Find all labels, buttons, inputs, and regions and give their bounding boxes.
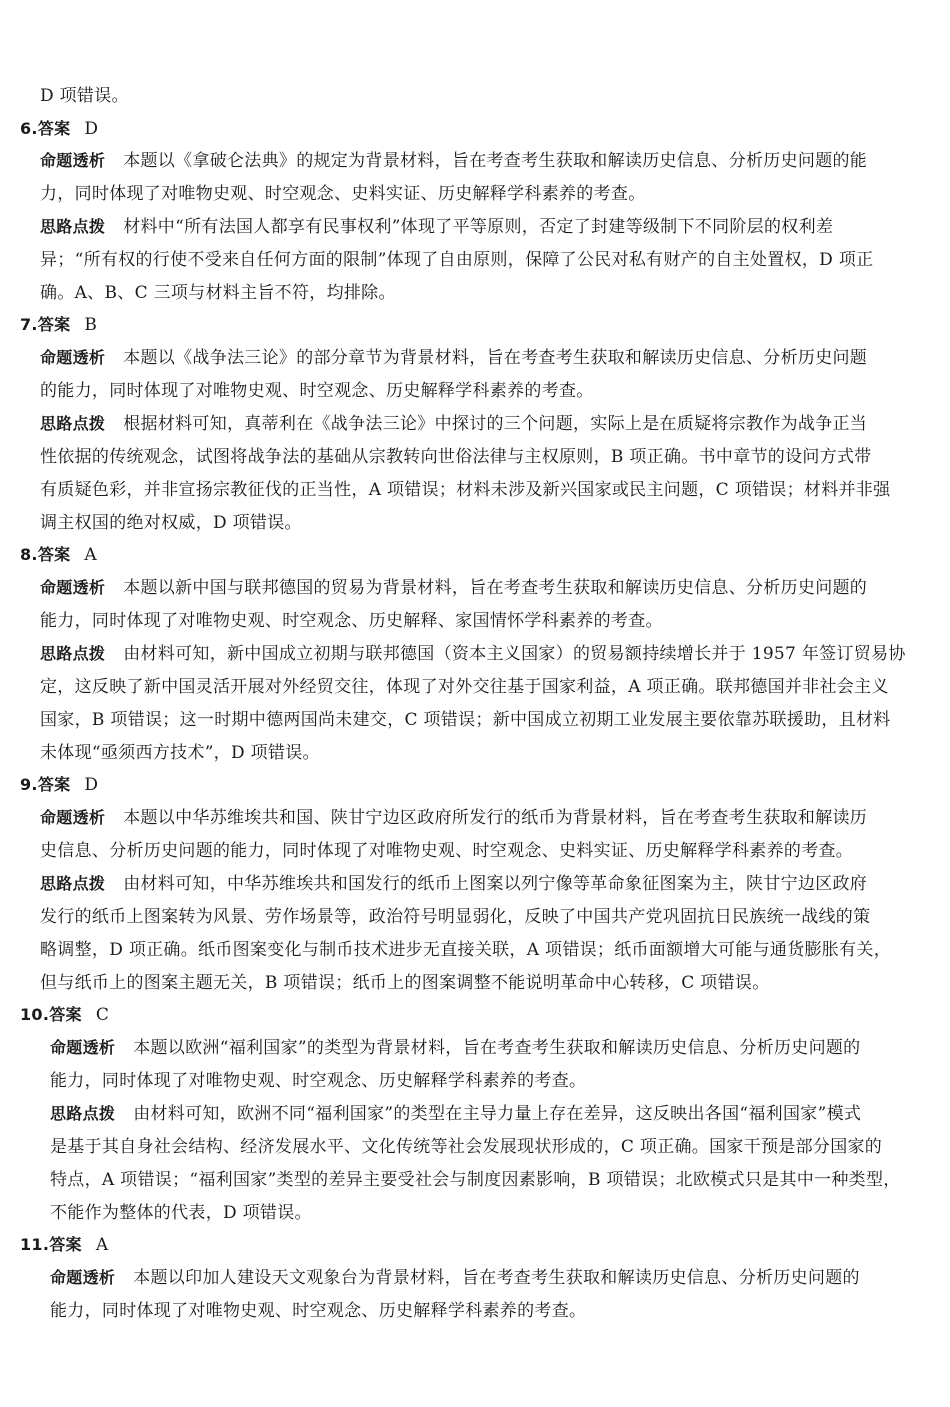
q9-hint-text-1: 由材料可知，中华苏维埃共和国发行的纸币上图案以列宁像等革命象征图案为主，陕甘宁边区政府 xyxy=(123,874,868,894)
q9-number: 9. xyxy=(20,775,38,794)
q11-number: 11. xyxy=(20,1235,50,1254)
q8-hint-line-4: 未体现“亟须西方技术”，D 项错误。 xyxy=(40,743,320,763)
q8-hint-label: 思路点拨 xyxy=(40,644,106,663)
q6-number: 6. xyxy=(20,119,38,138)
q11-analysis-text-1: 本题以印加人建设天文观象台为背景材料，旨在考查考生获取和解读历史信息、分析历史问题的 xyxy=(133,1268,860,1288)
intro-tail: D 项错误。 xyxy=(40,86,129,106)
q10-answer-label: 答案 xyxy=(49,1005,82,1024)
q7-hint-line-3: 有质疑色彩，并非宣扬宗教征伐的正当性，A 项错误；材料未涉及新兴国家或民主问题，C 项错误；材料并非强 xyxy=(40,480,891,500)
q10-answer-value: C xyxy=(95,1005,110,1025)
q6-answer-line xyxy=(20,118,98,140)
q8-analysis-line-2: 能力，同时体现了对唯物史观、时空观念、历史解释、家国情怀学科素养的考查。 xyxy=(40,611,663,631)
q11-analysis-label: 命题透析 xyxy=(50,1268,116,1287)
q6-hint-text-1: 材料中“所有法国人都享有民事权利”体现了平等原则，否定了封建等级制下不同阶层的权利差 xyxy=(123,217,834,237)
q7-hint-text-1: 根据材料可知，真蒂利在《战争法三论》中探讨的三个问题，实际上是在质疑将宗教作为战争正当 xyxy=(123,414,868,434)
q8-answer-line xyxy=(20,544,97,566)
q6-analysis-label: 命题透析 xyxy=(40,151,106,170)
q11-analysis-line-2: 能力，同时体现了对唯物史观、时空观念、历史解释学科素养的考查。 xyxy=(50,1301,587,1321)
q8-hint-line-1 xyxy=(40,643,906,665)
q7-analysis-line-2: 的能力，同时体现了对唯物史观、时空观念、历史解释学科素养的考查。 xyxy=(40,381,594,401)
q8-analysis-text-1: 本题以新中国与联邦德国的贸易为背景材料，旨在考查考生获取和解读历史信息、分析历史问题的 xyxy=(123,578,868,598)
q6-answer-label: 答案 xyxy=(37,119,71,138)
q9-answer-label: 答案 xyxy=(37,775,71,794)
q11-analysis-line-1 xyxy=(50,1267,860,1289)
q8-answer-value: A xyxy=(84,545,97,565)
q7-answer-label: 答案 xyxy=(37,315,71,334)
q8-number: 8. xyxy=(20,545,38,564)
q7-answer-value: B xyxy=(84,315,98,335)
q6-analysis-line-2: 力，同时体现了对唯物史观、时空观念、史料实证、历史解释学科素养的考查。 xyxy=(40,184,646,204)
q9-answer-line xyxy=(20,774,98,796)
q9-analysis-line-1 xyxy=(40,807,867,829)
q6-hint-line-2: 异；“所有权的行使不受来自任何方面的限制”体现了自由原则，保障了公民对私有财产的自主处置权，D 项正 xyxy=(40,250,874,270)
q8-analysis-label: 命题透析 xyxy=(40,578,106,597)
q7-hint-label: 思路点拨 xyxy=(40,414,106,433)
q9-answer-value: D xyxy=(84,775,99,795)
q9-hint-line-4: 但与纸币上的图案主题无关，B 项错误；纸币上的图案调整不能说明革命中心转移，C 项错误。 xyxy=(40,973,770,993)
q10-hint-line-3: 特点，A 项错误；“福利国家”类型的差异主要受社会与制度因素影响，B 项错误；北欧模式只是其中一种类型， xyxy=(50,1170,901,1190)
q10-number: 10. xyxy=(20,1005,50,1024)
q10-analysis-line-1 xyxy=(50,1037,860,1059)
q6-hint-label: 思路点拨 xyxy=(40,217,106,236)
q7-analysis-label: 命题透析 xyxy=(40,348,106,367)
q6-hint-line-1 xyxy=(40,216,833,238)
q10-hint-line-4: 不能作为整体的代表，D 项错误。 xyxy=(50,1203,312,1223)
q6-analysis-text-1: 本题以《拿破仑法典》的规定为背景材料，旨在考查考生获取和解读历史信息、分析历史问题的能 xyxy=(123,151,868,171)
q10-analysis-text-1: 本题以欧洲“福利国家”的类型为背景材料，旨在考查考生获取和解读历史信息、分析历史问题的 xyxy=(133,1038,861,1058)
q10-hint-text-1: 由材料可知，欧洲不同“福利国家”的类型在主导力量上存在差异，这反映出各国“福利国家”模式 xyxy=(133,1104,862,1124)
q10-answer-line xyxy=(20,1004,109,1026)
q9-hint-label: 思路点拨 xyxy=(40,874,106,893)
q8-answer-label: 答案 xyxy=(37,545,71,564)
q9-hint-line-2: 发行的纸币上图案转为风景、劳作场景等，政治符号明显弱化，反映了中国共产党巩固抗日民族统一战线的策 xyxy=(40,907,871,927)
q7-analysis-line-1 xyxy=(40,347,867,369)
q8-analysis-line-1 xyxy=(40,577,867,599)
q8-hint-text-1: 由材料可知，新中国成立初期与联邦德国（资本主义国家）的贸易额持续增长并于 1957 年签订贸易协 xyxy=(123,644,906,664)
q7-number: 7. xyxy=(20,315,38,334)
q10-hint-line-1 xyxy=(50,1103,861,1125)
q10-analysis-line-2: 能力，同时体现了对唯物史观、时空观念、历史解释学科素养的考查。 xyxy=(50,1071,587,1091)
q6-hint-line-3: 确。A、B、C 三项与材料主旨不符，均排除。 xyxy=(40,283,396,303)
q7-analysis-text-1: 本题以《战争法三论》的部分章节为背景材料，旨在考查考生获取和解读历史信息、分析历史问题 xyxy=(123,348,868,368)
q11-answer-label: 答案 xyxy=(49,1235,82,1254)
q9-hint-line-1 xyxy=(40,873,867,895)
q9-analysis-line-2: 史信息、分析历史问题的能力，同时体现了对唯物史观、时空观念、史料实证、历史解释学科素养的考查。 xyxy=(40,841,854,861)
q10-hint-line-2: 是基于其自身社会结构、经济发展水平、文化传统等社会发展现状形成的，C 项正确。国家干预是部分国家的 xyxy=(50,1137,883,1157)
q11-answer-value: A xyxy=(95,1235,109,1255)
q8-hint-line-2: 定，这反映了新中国灵活开展对外经贸交往，体现了对外交往基于国家利益，A 项正确。联邦德国并非社会主义 xyxy=(40,677,889,697)
q9-hint-line-3: 略调整，D 项正确。纸币图案变化与制币技术进步无直接关联，A 项错误；纸币面额增大可能与通货膨胀有关， xyxy=(40,940,892,960)
q7-hint-line-4: 调主权国的绝对权威，D 项错误。 xyxy=(40,513,302,533)
q9-analysis-text-1: 本题以中华苏维埃共和国、陕甘宁边区政府所发行的纸币为背景材料，旨在考查考生获取和解读历 xyxy=(123,808,868,828)
q10-analysis-label: 命题透析 xyxy=(50,1038,116,1057)
q9-analysis-label: 命题透析 xyxy=(40,808,106,827)
q6-answer-value: D xyxy=(84,119,99,139)
q8-hint-line-3: 国家，B 项错误；这一时期中德两国尚未建交，C 项错误；新中国成立初期工业发展主要依靠苏联援助，且材料 xyxy=(40,710,891,730)
q7-hint-line-1 xyxy=(40,413,867,435)
q7-hint-line-2: 性依据的传统观念，试图将战争法的基础从宗教转向世俗法律与主权原则，B 项正确。书中章节的设问方式带 xyxy=(40,447,872,467)
q10-hint-label: 思路点拨 xyxy=(50,1104,116,1123)
q7-answer-line xyxy=(20,314,97,336)
q11-answer-line xyxy=(20,1234,108,1256)
q6-analysis-line-1 xyxy=(40,150,867,172)
